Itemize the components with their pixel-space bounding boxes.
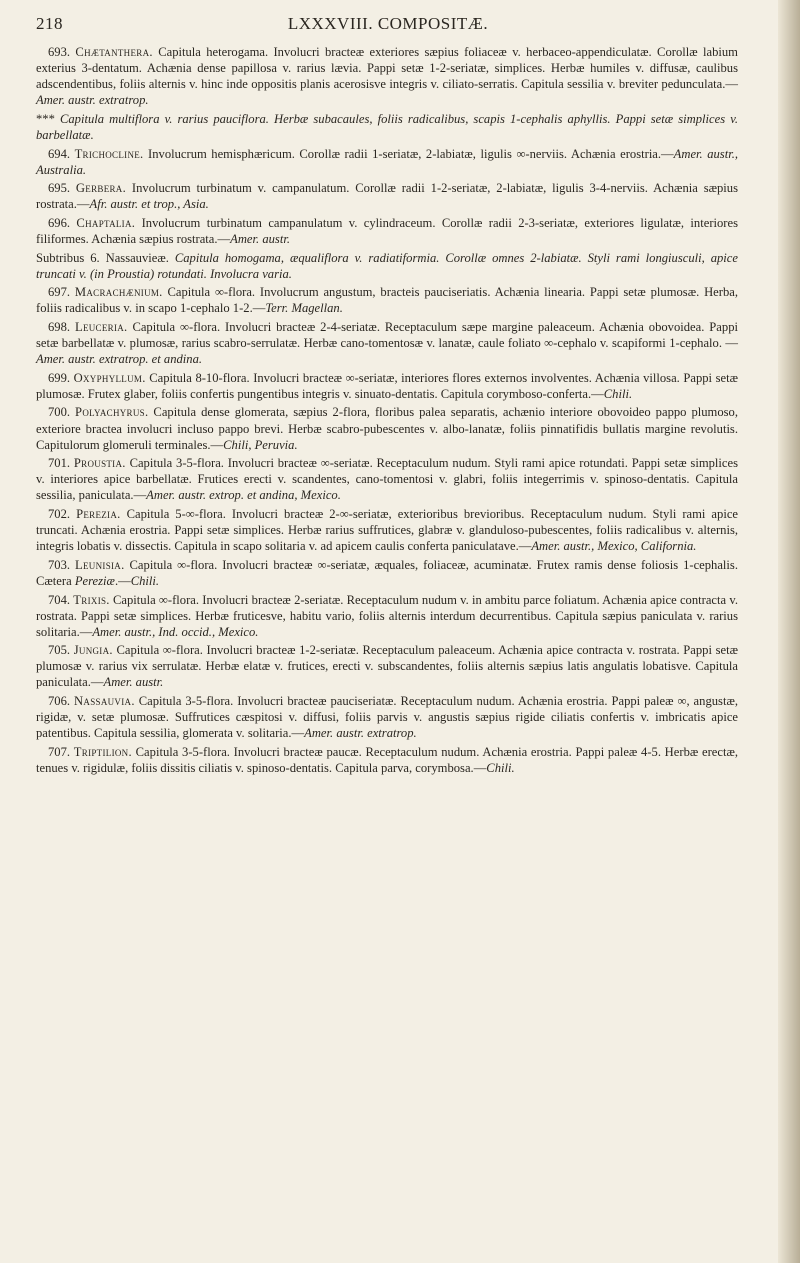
genus-number: 693.: [48, 45, 71, 59]
genus-description: Capitula ∞-flora. Involucrum angustum, bracteis pauciseriatis. Achænia linearia. Pappi setæ plumosæ. Herba, foliis radicalibus v. in scapo 1-cephalo 1-2.—: [36, 285, 738, 316]
genus-number: 706.: [48, 694, 71, 709]
genus-number: 701.: [48, 456, 71, 471]
page-number: 218: [36, 14, 63, 33]
genus-name: Trixis.: [73, 592, 110, 607]
genus-name: Triptilion.: [73, 744, 132, 759]
genus-range: Amer. austr.: [230, 232, 290, 247]
genus-entry: [36, 506, 738, 554]
subtribe-title: Subtribus 6. Nassauvieæ.: [36, 250, 169, 265]
genus-description: Capitula 3-5-flora. Involucri bracteæ ∞-seriatæ. Receptaculum nudum. Styli rami apice rotundati. Pappi setæ simplices v. interiores apice barbellatæ. Frutices erecti v. scandentes, cano-tomentosi v. glabri, foliis integerrimis v. spinoso-dentatis. Capitula sessilia, paniculata.—: [36, 456, 738, 503]
genus-number: 707.: [48, 744, 71, 759]
page-body: [36, 44, 738, 779]
genus-number: 705.: [48, 643, 71, 658]
section-note: [36, 111, 738, 143]
genus-range: Chili.: [130, 573, 160, 588]
genus-name: Polyachyrus.: [75, 405, 149, 420]
genus-number: 695.: [48, 181, 71, 196]
genus-entry: [36, 744, 738, 776]
book-spine-shadow: [778, 0, 800, 1263]
genus-range: Amer. austr. extratrop.: [304, 726, 417, 741]
genus-entry: [36, 44, 738, 108]
genus-description: Capitula heterogama. Involucri bracteæ exteriores sæpius foliaceæ v. herbaceo-appendiculatæ. Corollæ labium exterius 3-dentatum. Achænia dense papillosa v. rarius lævia. Pappi setæ 1-2-seriatæ, simplices. Herbæ humiles v. diffusæ, caulibus adscendentibus, foliis alternis v. hinc inde oppositis planis acerosisve integris v. ciliato-serratis. Capitula sessilia v. breviter pedunculata.—: [36, 45, 738, 92]
genus-range: Amer. austr. extrop. et andina, Mexico.: [146, 488, 341, 503]
genus-description: Capitula dense glomerata, sæpius 2-flora, floribus palea separatis, achænio interiore obovoideo pappo plumoso, exteriore bractea involucri incluso pappo brevi. Herbæ scabro-pubescentes v. albo-lanatæ, foliis pinnatifidis bullatis margine revolutis. Capitulorum glomeruli terminales.—: [36, 405, 738, 452]
genus-description: Involucrum turbinatum v. campanulatum. Corollæ radii 1-2-seriatæ, 2-labiatæ, ligulis 3-4-nerviis. Achænia sæpius rostrata.—: [36, 181, 738, 212]
running-title: LXXXVIII. COMPOSITÆ.: [287, 14, 489, 33]
genus-entry: [36, 319, 738, 367]
genus-reference: Pereziæ: [74, 573, 115, 588]
genus-name: Macrachænium.: [74, 285, 163, 300]
genus-range: Amer. austr., Australia.: [36, 146, 738, 177]
genus-range: Amer. austr.: [103, 675, 164, 690]
genus-name: Leunisia.: [75, 557, 125, 572]
genus-description: Capitula ∞-flora. Involucri bracteæ ∞-seriatæ, æquales, foliaceæ, acuminatæ. Frutex ramis dense foliosis 1-cephalis. Cætera: [36, 557, 738, 588]
genus-number: 694.: [48, 146, 71, 161]
genus-description: Capitula 5-∞-flora. Involucri bracteæ 2-∞-seriatæ, exterioribus brevioribus. Receptaculum nudum. Styli rami apice truncati. Achænia erostria. Pappi setæ simplices. Herbæ rarius suffrutices, glabræ v. glanduloso-pubescentes, foliis radicalibus v. alternis, integris lobatis v. dissectis. Capitula in scapo solitaria v. ad apicem caulis conferta paniculatave.—: [36, 507, 738, 554]
genus-range: Amer. austr. extratrop.: [36, 93, 149, 108]
genus-description: Involucrum turbinatum campanulatum v. cylindraceum. Corollæ radii 2-3-seriatæ, exteriores ligulatæ, interiores filiformes. Achænia sæpius rostrata.—: [36, 215, 738, 247]
subtribe-heading: [36, 250, 738, 282]
genus-entry: [36, 215, 738, 247]
genus-number: 696.: [48, 215, 71, 230]
genus-entry: [36, 284, 738, 316]
genus-number: 702.: [48, 507, 71, 522]
genus-entry: [36, 146, 738, 178]
genus-number: 697.: [48, 285, 71, 300]
note-marker: ***: [36, 111, 55, 126]
genus-range: Amer. austr. extratrop. et andina.: [36, 352, 203, 367]
genus-entry: 703. Leunisia. Capitula ∞-flora. Involucri bracteæ ∞-seriatæ, æquales, foliaceæ, acuminatæ. Frutex ramis dense foliosis 1-cephalis. Cætera Pereziæ.—Chili.: [36, 557, 738, 588]
genus-description: Capitula ∞-flora. Involucri bracteæ 2-4-seriatæ. Receptaculum sæpe margine paleaceum. Achænia obovoidea. Pappi setæ barbellatæ v. plumosæ, rarius scabro-serrulatæ. Herbæ cano-tomentosæ v. lanatæ, caule foliato ∞-cephalo v. scapiformi 1-cephalo. —: [36, 320, 738, 351]
genus-number: 700.: [48, 405, 71, 420]
genus-entry: [36, 642, 738, 690]
genus-name: Chaptalia.: [76, 215, 136, 230]
genus-name: Leuceria.: [74, 320, 128, 334]
genus-number: 698.: [48, 320, 71, 334]
genus-range: Chili.: [486, 760, 515, 775]
genus-description: Capitula 3-5-flora. Involucri bracteæ paucæ. Receptaculum nudum. Achænia erostria. Pappi paleæ 4-5. Herbæ erectæ, tenues v. rigidulæ, foliis dissitis ciliatis v. spinoso-dentatis. Capitula parva, corymbosa.—: [36, 744, 738, 775]
genus-description: Involucrum hemisphæricum. Corollæ radii 1-seriatæ, 2-labiatæ, ligulis ∞-nerviis. Achænia erostria.—: [148, 146, 674, 161]
genus-entry: [36, 693, 738, 741]
genus-range: Chili.: [603, 386, 633, 401]
genus-name: Jungia.: [73, 643, 113, 658]
genus-range: Terr. Magellan.: [265, 301, 343, 316]
genus-description: Capitula ∞-flora. Involucri bracteæ 2-seriatæ. Receptaculum nudum v. in ambitu parce foliatum. Achænia apice contracta v. rostrata. Pappi setæ simplices. Herbæ fruticesve, habitu vario, foliis alternis interdum decurrentibus. Capitula sæpius paniculata v. rarius solitaria.—: [36, 592, 738, 639]
genus-description: Capitula 8-10-flora. Involucri bracteæ ∞-seriatæ, interiores flores externos involventes. Achænia villosa. Pappi setæ plumosæ. Frutex glaber, foliis confertis pungentibus integris v. sinuato-dentatis. Capitula corymboso-conferta.—: [36, 370, 739, 401]
genus-range: Amer. austr., Ind. occid., Mexico.: [92, 624, 259, 639]
genus-name: Oxyphyllum.: [73, 370, 146, 385]
genus-entry: [36, 180, 738, 212]
genus-name: Chætanthera.: [75, 45, 153, 59]
genus-name: Nassauvia.: [74, 694, 135, 709]
genus-range: Amer. austr., Mexico, California.: [531, 539, 697, 554]
genus-entry: [36, 404, 738, 452]
genus-entry: [36, 455, 738, 503]
genus-number: 704.: [48, 592, 71, 607]
genus-name: Gerbera.: [75, 181, 127, 196]
genus-range: Afr. austr. et trop., Asia.: [89, 197, 209, 212]
note-text: Capitula multiflora v. rarius pauciflora. Herbæ subacaules, foliis radicalibus, scapis 1-cephalis aphyllis. Pappi setæ simplices v. barbellatæ.: [36, 111, 738, 142]
genus-range: Chili, Peruvia.: [223, 437, 298, 452]
page-header: [36, 8, 740, 36]
genus-name: Trichocline.: [74, 146, 144, 161]
genus-number: 703.: [48, 557, 71, 572]
genus-name: Perezia.: [76, 507, 121, 522]
subtribe-description: Capitula homogama, æqualiflora v. radiatiformia. Corollæ omnes 2-labiatæ. Styli rami longiusculi, apice truncati v. (in Proustia) rotundati. Involucra varia.: [36, 250, 738, 281]
genus-number: 699.: [48, 370, 71, 385]
genus-description: Capitula ∞-flora. Involucri bracteæ 1-2-seriatæ. Receptaculum paleaceum. Achænia apice contracta v. rostrata. Pappi setæ plumosæ v. rarius vix serrulatæ. Herbæ elatæ v. frutices, erecti v. subscandentes, foliis alternis sæpius latis angulatis lobatisve. Capitula paniculata.—: [36, 643, 738, 690]
genus-entry: [36, 592, 738, 640]
genus-description: Capitula 3-5-flora. Involucri bracteæ pauciseriatæ. Receptaculum nudum. Achænia erostria. Pappi paleæ ∞, angustæ, rigidæ, v. setæ plumosæ. Suffrutices cæspitosi v. diffusi, foliis parvis v. angustis sæpius rigide ciliatis confertis v. imbricatis apice patentibus. Capitula sessilia, glomerata v. solitaria.—: [36, 694, 738, 741]
genus-entry: [36, 370, 738, 402]
genus-name: Proustia.: [73, 456, 126, 471]
